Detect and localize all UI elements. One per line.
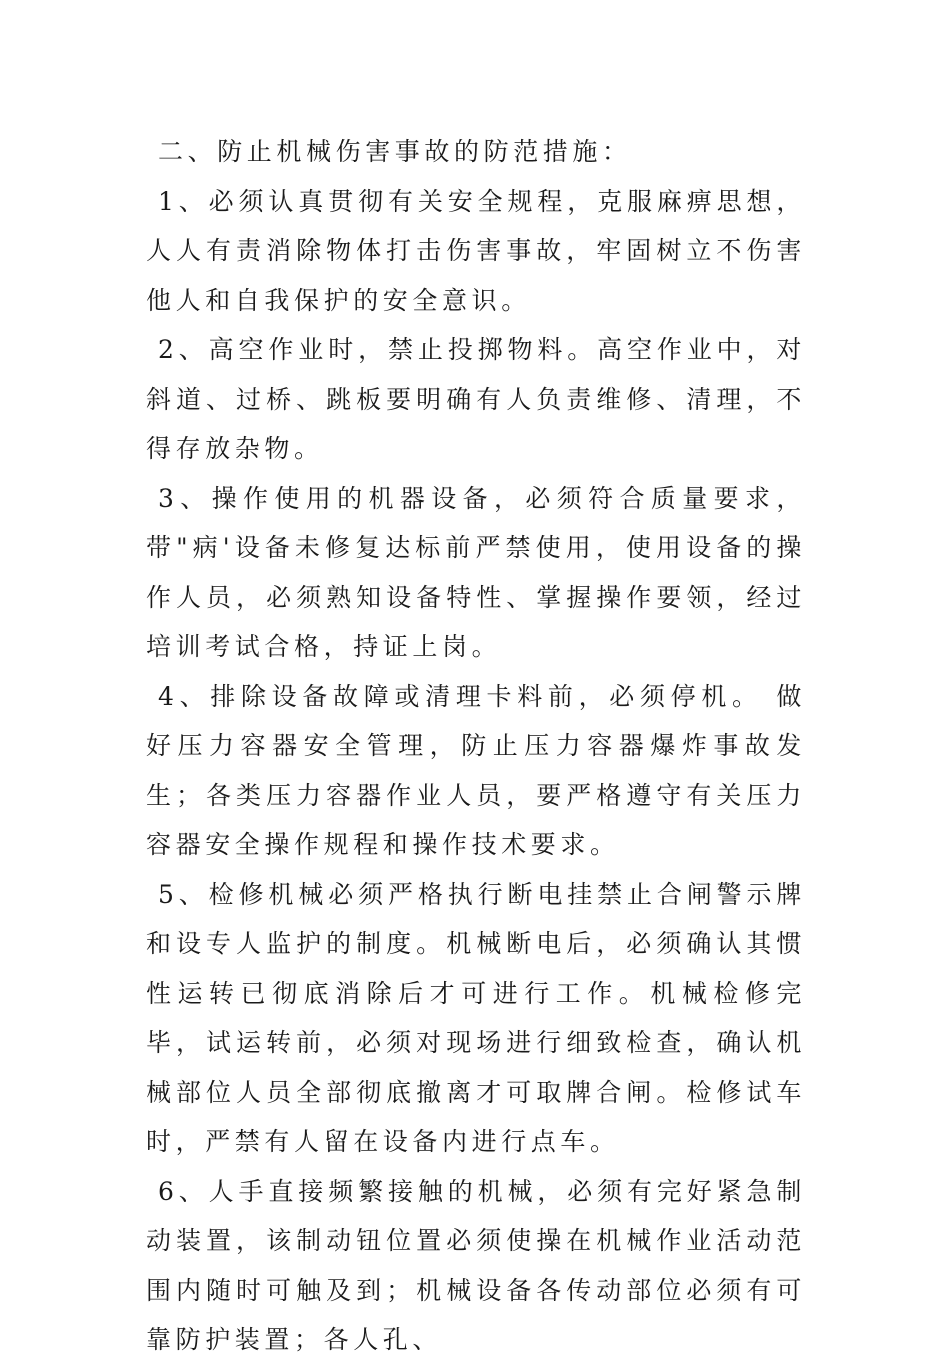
paragraph-6: 6、人手直接频繁接触的机械，必须有完好紧急制动装置，该制动钮位置必须使操在机械作业活动范围内随时可触及到；机械设备各传动部位必须有可靠防护装置；各人孔、 [146, 1176, 806, 1354]
section-heading: 二、防止机械伤害事故的防范措施： [158, 137, 632, 166]
document-body [146, 127, 806, 1365]
paragraph-1: 1、必须认真贯彻有关安全规程，克服麻痹思想，人人有责消除物体打击伤害事故，牢固树立不伤害他人和自我保护的安全意识。 [146, 186, 806, 315]
paragraph-5: 5、检修机械必须严格执行断电挂禁止合闸警示牌和设专人监护的制度。机械断电后，必须确认其惯性运转已彻底消除后才可进行工作。机械检修完毕，试运转前，必须对现场进行细致检查，确认机械部位人员全部彻底撤离才可取牌合闸。检修试车时，严禁有人留在设备内进行点车。 [146, 879, 806, 1156]
paragraph-4: 4、排除设备故障或清理卡料前，必须停机。 做好压力容器安全管理，防止压力容器爆炸事故发生；各类压力容器作业人员，要严格遵守有关压力容器安全操作规程和操作技术要求。 [146, 681, 806, 859]
paragraph-2: 2、高空作业时，禁止投掷物料。高空作业中，对斜道、过桥、跳板要明确有人负责维修、清理，不得存放杂物。 [146, 335, 806, 463]
paragraph-3: 3、操作使用的机器设备，必须符合质量要求，带"病'设备未修复达标前严禁使用，使用设备的操作人员，必须熟知设备特性、掌握操作要领，经过培训考试合格，持证上岗。 [146, 483, 806, 661]
